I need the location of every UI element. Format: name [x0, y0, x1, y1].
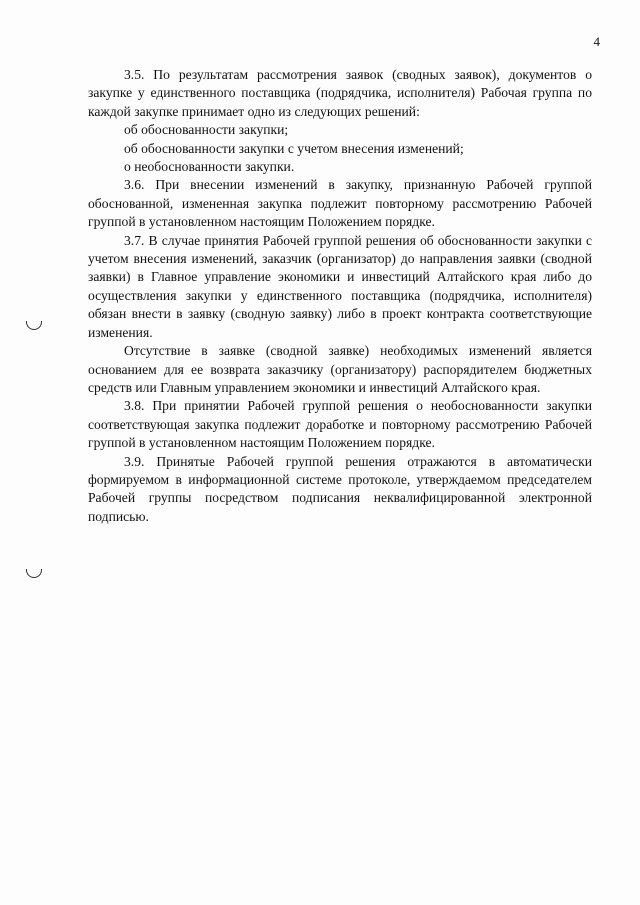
paragraph-3-7: 3.7. В случае принятия Рабочей группой решения об обоснованности закупки с учетом внесения изменений, заказчик (организатор) до направления заявки (сводной заявки) в Главное управление экономики и инвестиций Алтайского края либо до осуществления закупки у единственного поставщика (подрядчика, исполнителя) обязан внести в заявку (сводную заявку) либо в проект контракта соответствующие изменения. — [88, 232, 592, 340]
decision-option-1: об обоснованности закупки; — [124, 122, 289, 138]
paragraph-3-6: 3.6. При внесении изменений в закупку, признанную Рабочей группой обоснованной, измененная закупка подлежит повторному рассмотрению Рабочей группой в установленном настоящим Положением порядке. — [88, 177, 592, 230]
decision-option-2: об обоснованности закупки с учетом внесения изменений; — [124, 140, 464, 156]
decision-option-3: о необоснованности закупки. — [124, 159, 295, 175]
punch-hole-mark-top — [26, 321, 42, 330]
paragraph-3-5: 3.5. По результатам рассмотрения заявок (сводных заявок), документов о закупке у единственного поставщика (подрядчика, исполнителя) Рабочая группа по каждой закупке принимает одно из следующих решений: — [88, 67, 592, 119]
paragraph-3-8: 3.8. При принятии Рабочей группой решения о необоснованности закупки соответствующая закупка подлежит доработке и повторному рассмотрению Рабочей группой в установленном настоящим Положением порядке. — [88, 398, 592, 451]
page-number: 4 — [593, 34, 600, 49]
punch-hole-mark-bottom — [26, 569, 42, 578]
document-body — [88, 66, 592, 526]
paragraph-3-7-continued: Отсутствие в заявке (сводной заявке) необходимых изменений является основанием для ее возврата заказчику (организатору) распорядителем бюджетных средств или Главным управлением экономики и инвестиций Алтайского края. — [88, 343, 592, 395]
paragraph-3-9: 3.9. Принятые Рабочей группой решения отражаются в автоматически формируемом в информационной системе протоколе, утверждаемом председателем Рабочей группы посредством подписания неквалифицированной электронной подписью. — [88, 453, 592, 524]
